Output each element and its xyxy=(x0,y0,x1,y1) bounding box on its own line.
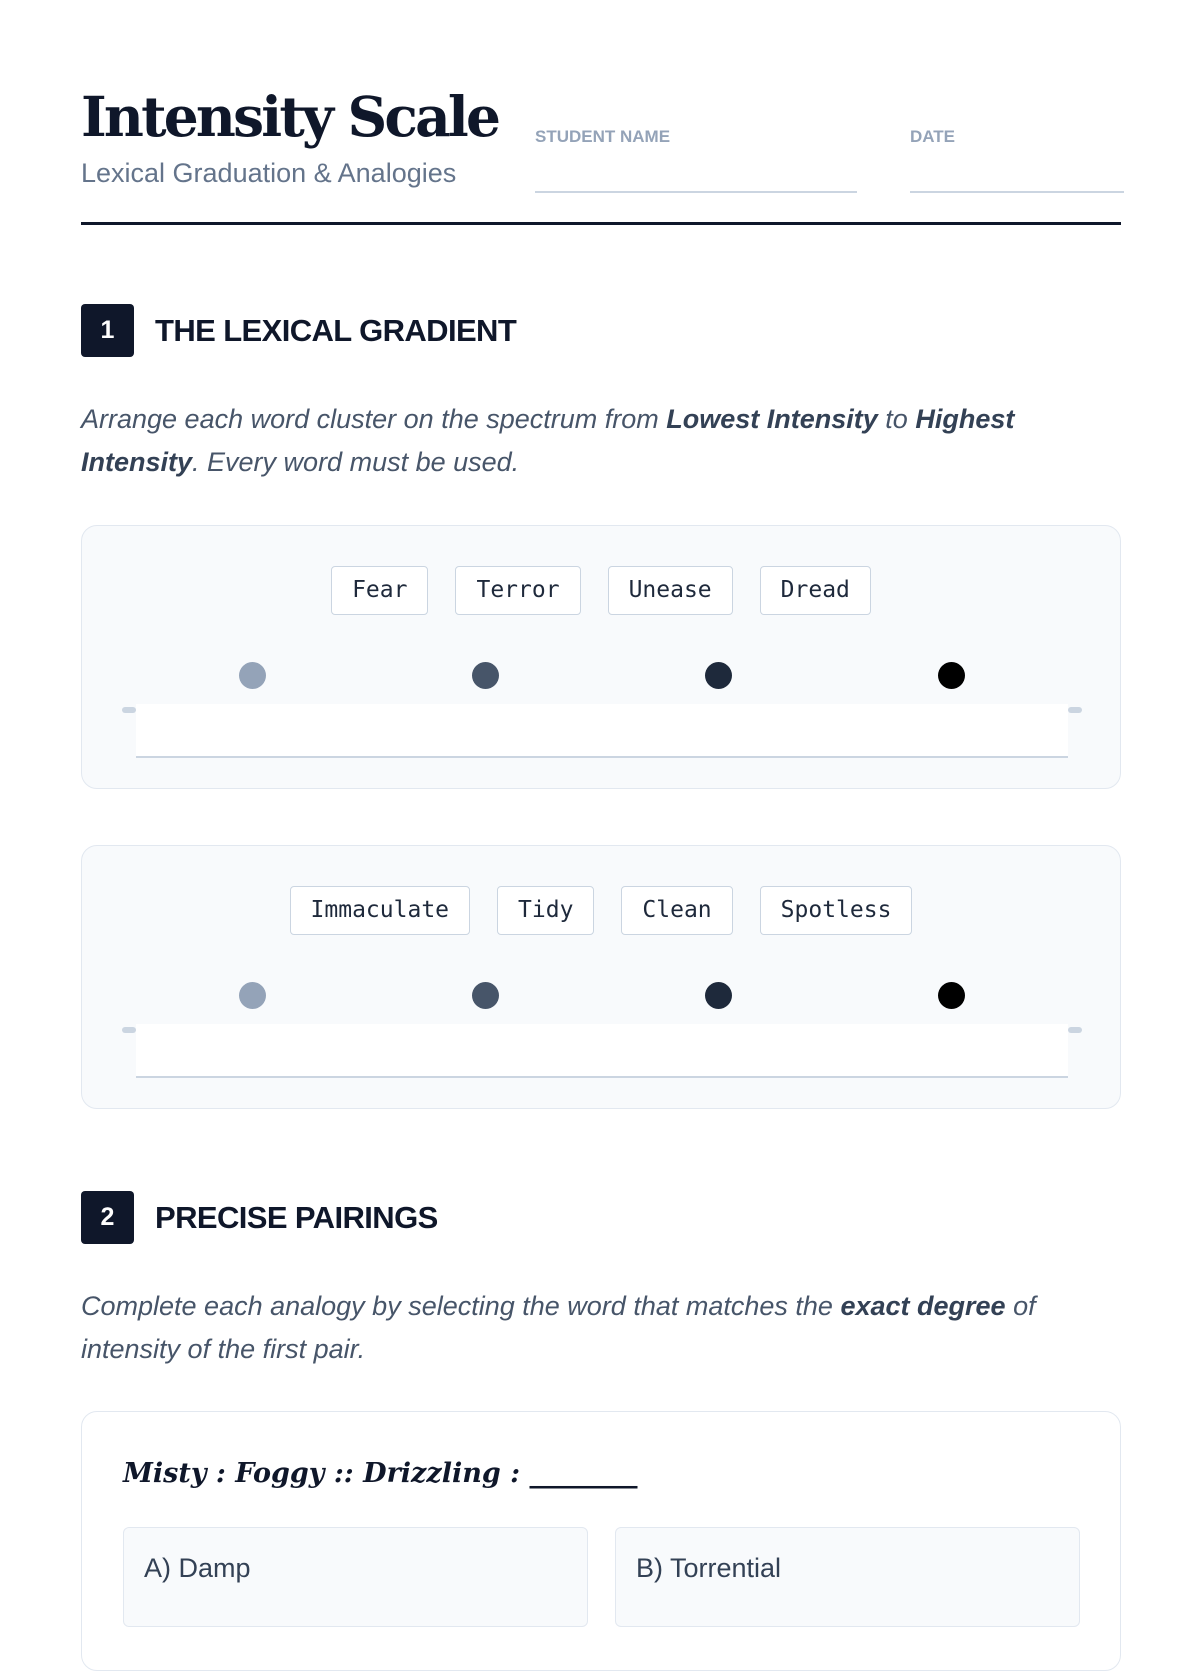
instruction-text: Arrange each word cluster on the spectrum from xyxy=(81,404,667,434)
word-chip[interactable]: Clean xyxy=(621,886,732,935)
gradient-card xyxy=(81,845,1121,1109)
section-1-instructions xyxy=(81,398,1121,484)
worksheet-header xyxy=(81,82,1121,225)
intensity-dot-highest xyxy=(938,662,965,689)
intensity-dot-low xyxy=(472,982,499,1009)
section-1-header xyxy=(81,304,516,357)
intensity-dot-low xyxy=(472,662,499,689)
intensity-dot-high xyxy=(705,662,732,689)
analogy-prompt: Misty : Foggy :: Drizzling : ________ xyxy=(123,1458,638,1489)
word-chip[interactable]: Immaculate xyxy=(290,886,470,935)
student-name-label: STUDENT NAME xyxy=(535,127,671,146)
word-chip[interactable]: Spotless xyxy=(760,886,913,935)
date-field[interactable] xyxy=(910,125,1124,149)
word-bank xyxy=(82,566,1120,615)
word-bank xyxy=(82,886,1120,935)
spectrum-start-cap xyxy=(122,707,136,713)
spectrum-answer-track[interactable] xyxy=(136,1024,1068,1078)
section-2-instructions xyxy=(81,1285,1121,1371)
instruction-emphasis: exact degree xyxy=(840,1291,1006,1321)
page-subtitle: Lexical Graduation & Analogies xyxy=(81,158,457,188)
word-chip[interactable]: Dread xyxy=(760,566,871,615)
spectrum-end-cap xyxy=(1068,707,1082,713)
intensity-dot-lowest xyxy=(239,982,266,1009)
analogy-card xyxy=(81,1411,1121,1671)
word-chip[interactable]: Fear xyxy=(331,566,428,615)
word-chip[interactable]: Terror xyxy=(455,566,580,615)
spectrum-answer-track[interactable] xyxy=(136,704,1068,758)
section-number-badge: 2 xyxy=(81,1191,134,1244)
page-title: Intensity Scale xyxy=(81,84,499,149)
section-2-header xyxy=(81,1191,438,1244)
student-name-line[interactable] xyxy=(535,191,857,193)
date-line[interactable] xyxy=(910,191,1124,193)
instruction-text: of intensity of the first pair. xyxy=(81,1291,1036,1364)
intensity-dot-highest xyxy=(938,982,965,1009)
gradient-card xyxy=(81,525,1121,789)
intensity-dot-lowest xyxy=(239,662,266,689)
instruction-text: Complete each analogy by selecting the word that matches the xyxy=(81,1291,841,1321)
answer-option-a[interactable]: A) Damp xyxy=(123,1527,588,1627)
instruction-text: . Every word must be used. xyxy=(192,447,520,477)
section-number-badge: 1 xyxy=(81,304,134,357)
answer-option-b[interactable]: B) Torrential xyxy=(615,1527,1080,1627)
section-title: THE LEXICAL GRADIENT xyxy=(155,312,517,348)
instruction-emphasis: Lowest Intensity xyxy=(666,404,878,434)
instruction-text: to xyxy=(877,404,916,434)
section-title: PRECISE PAIRINGS xyxy=(155,1199,438,1235)
instruction-emphasis: Highest Intensity xyxy=(81,404,1015,477)
date-label: DATE xyxy=(910,127,956,146)
spectrum-start-cap xyxy=(122,1027,136,1033)
word-chip[interactable]: Unease xyxy=(608,566,733,615)
student-name-field[interactable] xyxy=(535,125,857,149)
intensity-dot-high xyxy=(705,982,732,1009)
word-chip[interactable]: Tidy xyxy=(497,886,594,935)
spectrum-end-cap xyxy=(1068,1027,1082,1033)
